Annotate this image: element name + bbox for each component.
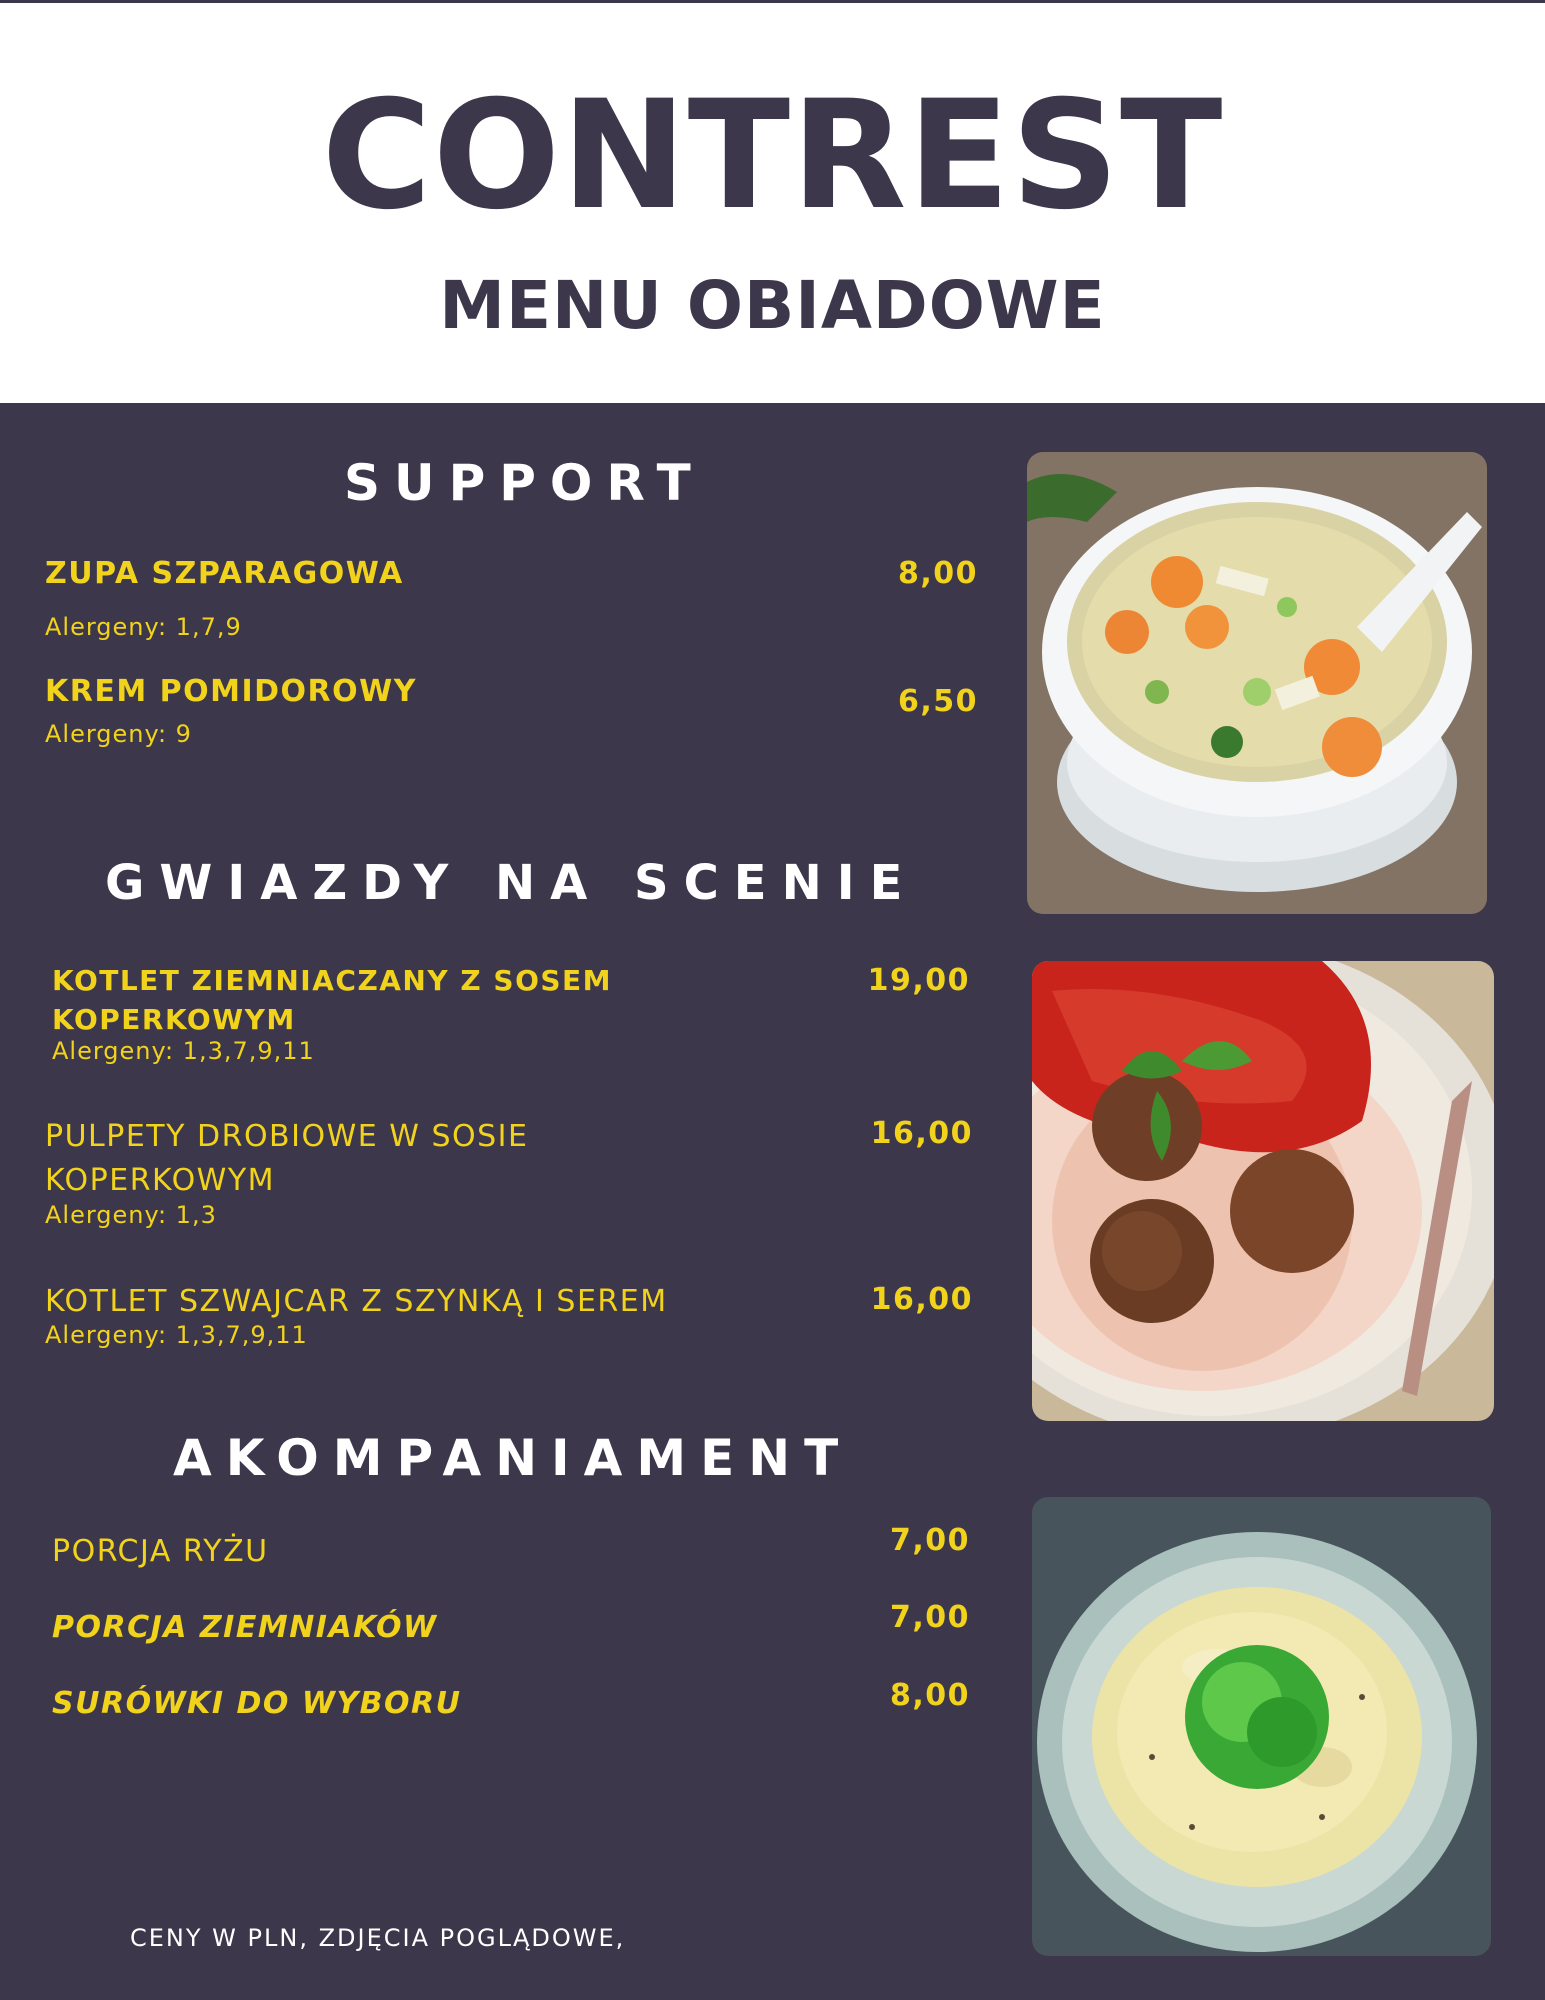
- menu-item-name: PORCJA RYŻU: [52, 1534, 269, 1569]
- menu-item-price: 7,00: [889, 1600, 970, 1635]
- menu-item-name: KREM POMIDOROWY: [45, 674, 417, 709]
- menu-item-price: 8,00: [889, 1678, 970, 1713]
- mashed-potatoes-photo: [1032, 1497, 1491, 1956]
- menu-item-price: 6,50: [897, 684, 978, 719]
- menu-header: [0, 3, 1545, 403]
- section-title-sides: AKOMPANIAMENT: [173, 1429, 853, 1487]
- menu-item-price: 8,00: [897, 556, 978, 591]
- soup-photo: [1027, 452, 1487, 914]
- menu-item-allergens: Alergeny: 1,3,7,9,11: [45, 1321, 308, 1349]
- menu-item-name: KOTLET SZWAJCAR Z SZYNKĄ I SEREM: [45, 1284, 668, 1319]
- meatballs-photo: [1032, 961, 1494, 1421]
- menu-item-name: ZUPA SZPARAGOWA: [45, 556, 404, 591]
- menu-item-price: 16,00: [870, 1116, 973, 1151]
- menu-item-price: 7,00: [889, 1523, 970, 1558]
- brand-name: CONTREST: [321, 69, 1224, 243]
- menu-item-name-line2: KOPERKOWYM: [45, 1163, 276, 1198]
- menu-item-price: 19,00: [867, 963, 970, 998]
- section-title-main-courses: GWIAZDY NA SCENIE: [105, 855, 918, 911]
- menu-item-allergens: Alergeny: 9: [45, 720, 192, 748]
- footer-note: CENY W PLN, ZDJĘCIA POGLĄDOWE,: [130, 1924, 626, 1952]
- menu-item-name-line1: PULPETY DROBIOWE W SOSIE: [45, 1119, 529, 1154]
- section-title-support: SUPPORT: [344, 454, 705, 512]
- menu-item-allergens: Alergeny: 1,3,7,9,11: [52, 1037, 315, 1065]
- menu-item-name-line2: KOPERKOWYM: [52, 1003, 296, 1036]
- menu-item-allergens: Alergeny: 1,7,9: [45, 613, 242, 641]
- menu-item-allergens: Alergeny: 1,3: [45, 1201, 217, 1229]
- menu-item-price: 16,00: [870, 1282, 973, 1317]
- menu-item-name: SURÓWKI DO WYBORU: [52, 1686, 462, 1721]
- menu-item-name: PORCJA ZIEMNIAKÓW: [52, 1610, 438, 1645]
- menu-subtitle: MENU OBIADOWE: [439, 267, 1106, 344]
- menu-item-name-line1: KOTLET ZIEMNIACZANY Z SOSEM: [52, 964, 613, 997]
